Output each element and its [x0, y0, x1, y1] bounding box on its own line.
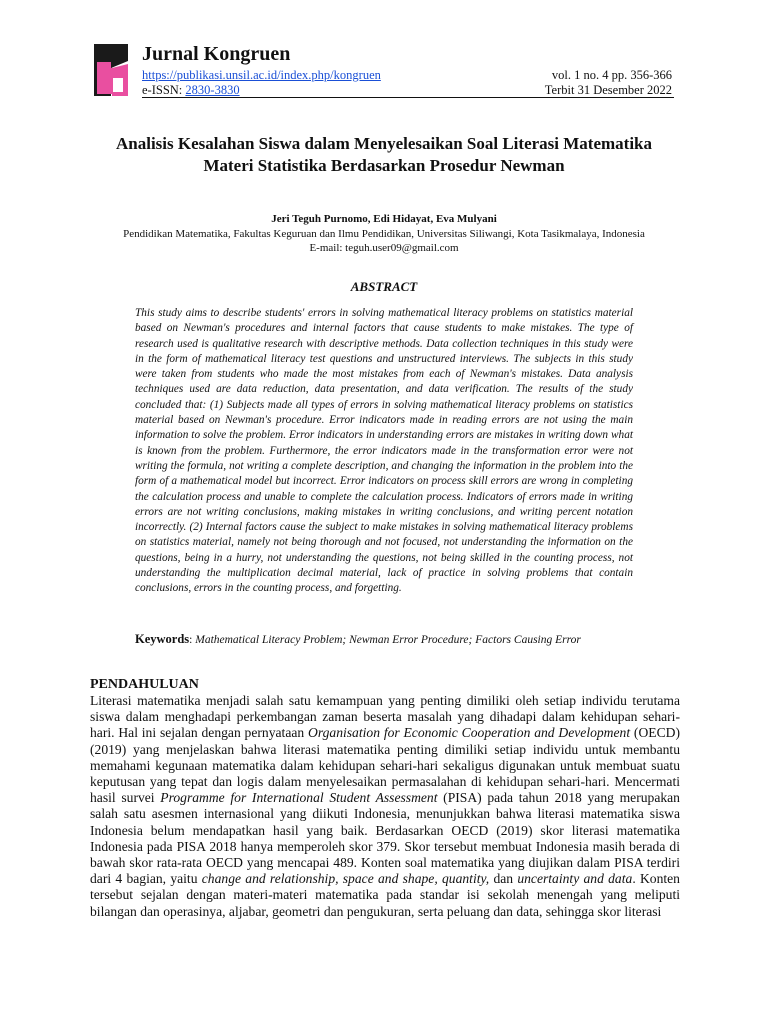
- title-line-1: Analisis Kesalahan Siswa dalam Menyelesaikan Soal Literasi Matematika: [116, 134, 652, 153]
- journal-url-link[interactable]: https://publikasi.unsil.ac.id/index.php/kongruen: [142, 68, 381, 82]
- section-heading: PENDAHULUAN: [90, 677, 199, 692]
- title-line-2: Materi Statistika Berdasarkan Prosedur Newman: [203, 156, 565, 175]
- body-text-b: (OECD) (2019) yang menjelaskan bahwa literasi matematika penting dimiliki setiap individu untuk membantu memahami kegunaan matematika dalam kehidupan sehari-hari sekaligus digunakan untuk membuat suatu keputusan yang tepat dan logis dalam menyelesaikan permasalahan di kehidupan sehari-hari. Mencermati hasil survei: [90, 725, 680, 806]
- body-text-a: Literasi matematika menjadi salah satu kemampuan yang penting dimiliki oleh setiap individu terutama siswa dalam menghadapi perkembangan zaman beserta masalah yang dihadapi dalam kehidupan sehari-hari. Hal ini sejalan dengan pernyataan: [90, 693, 680, 741]
- keywords-separator: :: [189, 634, 196, 646]
- body-content-terms: change and relationship, space and shape, quantity,: [201, 871, 490, 887]
- body-paragraph: [90, 693, 680, 920]
- issn-label: e-ISSN:: [142, 83, 186, 97]
- author-email: E-mail: teguh.user09@gmail.com: [309, 242, 459, 254]
- body-text-d: . Konten tersebut sejalan dengan materi-materi matematika pada standar isi sekolah menengah yang meliputi bilangan dan operasinya, aljabar, geometri dan pengukuran, serta peluang dan data, sehingga skor literasi: [90, 871, 680, 919]
- body-text-c: (PISA) pada tahun 2018 yang merupakan salah satu asesmen internasional yang diikuti Indonesia, menunjukkan bahwa literasi matematika siswa Indonesia belum mendapatkan hasil yang baik. Berdasarkan OECD (2019) skor literasi matematika Indonesia pada PISA 2018 hanya memperoleh skor 379. Skor tersebut membuat Indonesia masih berada di bawah skor rata-rata OECD yang mencapai 489. Konten soal matematika yang diujikan dalam PISA terdiri dari 4 bagian, yaitu: [90, 790, 680, 887]
- publish-date: Terbit 31 Desember 2022: [544, 83, 672, 97]
- body-text-dan: dan: [489, 871, 518, 887]
- journal-issn: [142, 83, 240, 98]
- article-title: [80, 133, 688, 177]
- body-uncertainty-term: uncertainty and data: [517, 871, 633, 887]
- abstract-heading: ABSTRACT: [350, 279, 418, 294]
- author-affiliation: Pendidikan Matematika, Fakultas Keguruan dan Ilmu Pendidikan, Universitas Siliwangi, Kota Tasikmalaya, Indonesia: [123, 228, 645, 240]
- volume-info: vol. 1 no. 4 pp. 356-366: [551, 68, 672, 82]
- journal-logo-icon: [94, 44, 130, 96]
- abstract-text: This study aims to describe students' errors in solving mathematical literacy problems on statistics material based on Newman's procedures and internal factors that cause students to make mistakes. The type of research used is qualitative research with descriptive methods. Data collection techniques in this study were in the form of mathematical literacy test questions and unstructured interviews. The subjects in this study were taken from students who made the most mistakes from each of Newman's mistakes. Data analysis techniques used are data reduction, data presentation, and data verification. The results of the study concluded that: (1) Subjects made all types of errors in solving mathematical literacy problems on statistics material based on Newman's procedure. Error indicators made in reading errors are not using the main information to solve the problem. Error indicators in understanding errors are mistakes in writing down what is known from the problem. Furthermore, the error indicators made in the transformation error were not writing the formula, not writing a complete description, and changing the information in the problem into the form of a mathematical model but incorrect. Error indicators on process skill errors are wrong in completing the calculation process and unable to complete the calculation process. Indicators of errors made in writing errors are not writing conclusions, making mistakes in writing conclusions, and writing percent notation incorrectly. (2) Internal factors cause the subject to make mistakes in solving mathematical literacy problems on statistics material, namely not being thorough and not focused, not understanding the information on the questions, being in a hurry, not understanding the questions, not being skilled in the counting process, not understanding the multiplication decimal material, lack of practice in solving problems that contain conclusions, errors in the counting process, and forgetting.: [135, 307, 633, 595]
- author-list: Jeri Teguh Purnomo, Edi Hidayat, Eva Mulyani: [271, 213, 497, 225]
- body-pisa-term: Programme for International Student Assessment: [160, 790, 438, 806]
- issn-link[interactable]: 2830-3830: [185, 83, 240, 97]
- keywords-label: Keywords: [135, 632, 190, 646]
- keywords-line: [135, 632, 695, 647]
- keywords-text: Mathematical Literacy Problem; Newman Error Procedure; Factors Causing Error: [195, 634, 581, 646]
- journal-title: Jurnal Kongruen: [142, 43, 291, 65]
- body-oecd-term: Organisation for Economic Cooperation and Development: [308, 725, 631, 741]
- header-divider: [142, 97, 674, 98]
